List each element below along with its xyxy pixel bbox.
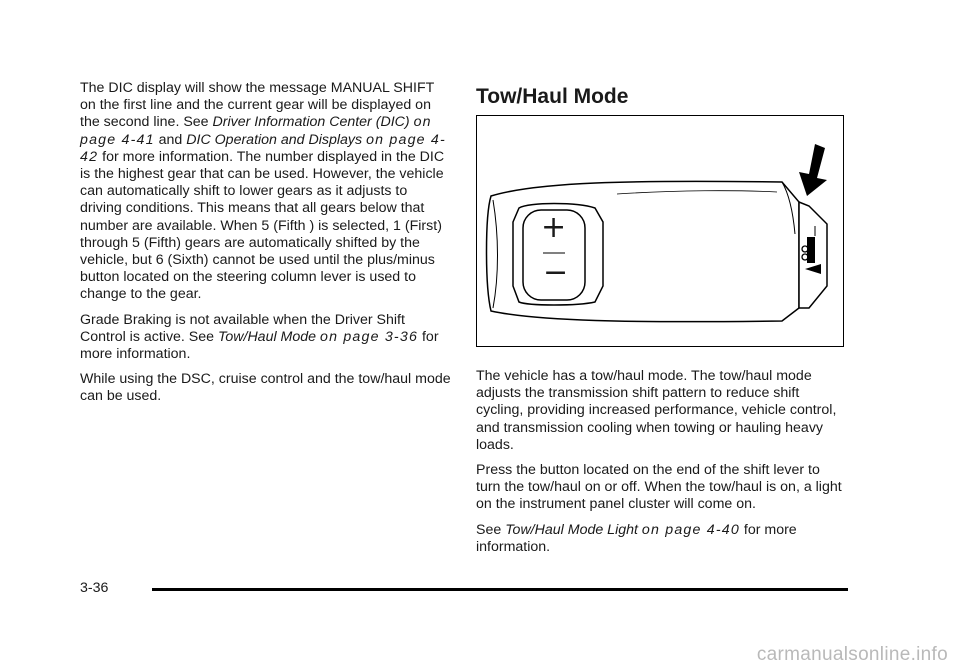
paragraph-see-light (476, 522, 848, 556)
page-number: 3-36 (80, 580, 109, 596)
text: for more information. The number displayed in the DIC is the highest gear that can be used. However, the vehicle can automatically shift to lower gears as it adjusts to driving conditions. This means that all gears below that number are available. When 5 (Fifth ) is selected, 1 (First) through 5 (Fifth) gears are automatically shifted by the vehicle, but 6 (Sixth) cannot be used until the plus/minus button located on the steering column lever is used to change to the gear. (80, 148, 445, 303)
paragraph-dsc-cruise: While using the DSC, cruise control and the tow/haul mode can be used. (80, 371, 451, 405)
text: for more information. (80, 328, 439, 363)
shift-lever-icon (477, 116, 842, 345)
paragraph-manual-shift (80, 80, 452, 304)
link-tow-haul[interactable]: Tow/Haul Mode (218, 328, 317, 345)
link-dic-operation[interactable]: DIC Operation and Displays (186, 131, 363, 148)
text: See (476, 521, 506, 538)
footer-rule (152, 588, 848, 591)
link-tow-haul-light-page[interactable]: on page 4-40 (641, 521, 740, 538)
paragraph-grade-braking (80, 312, 452, 364)
section-heading: Tow/Haul Mode (476, 85, 629, 108)
paragraph-tow-haul-intro: The vehicle has a tow/haul mode. The tow/haul mode adjusts the transmission shift pattern to reduce shift cycling, providing increased performance, vehicle control, and transmission cooling when towing or hauling heavy loads. (476, 368, 837, 453)
link-dic-page[interactable]: on page 4-41 (80, 114, 432, 148)
text: and (154, 131, 187, 148)
shift-lever-figure (476, 115, 844, 347)
down-arrow-icon (799, 144, 827, 196)
right-column (476, 368, 848, 564)
text: Grade Braking is not available when the Driver Shift Control is active. See (80, 311, 405, 345)
left-column (80, 80, 452, 414)
text: for more information. (476, 521, 797, 555)
link-tow-haul-page[interactable]: on page 3-36 (320, 328, 419, 345)
link-dic[interactable]: Driver Information Center (DIC) (212, 114, 410, 131)
plus-symbol: + (541, 210, 567, 245)
minus-symbol: − (543, 255, 569, 290)
link-dic-operation-page[interactable]: on page 4-42 (80, 131, 446, 165)
link-tow-haul-light[interactable]: Tow/Haul Mode Light (505, 521, 638, 538)
paragraph-tow-haul-button: Press the button located on the end of the shift lever to turn the tow/haul on or off. When the tow/haul is on, a light on the instrument panel cluster will come on. (476, 462, 842, 513)
watermark: carmanualsonline.info (756, 644, 948, 665)
text: The DIC display will show the message MANUAL SHIFT on the first line and the current gear will be displayed on the second line. See (80, 80, 435, 131)
